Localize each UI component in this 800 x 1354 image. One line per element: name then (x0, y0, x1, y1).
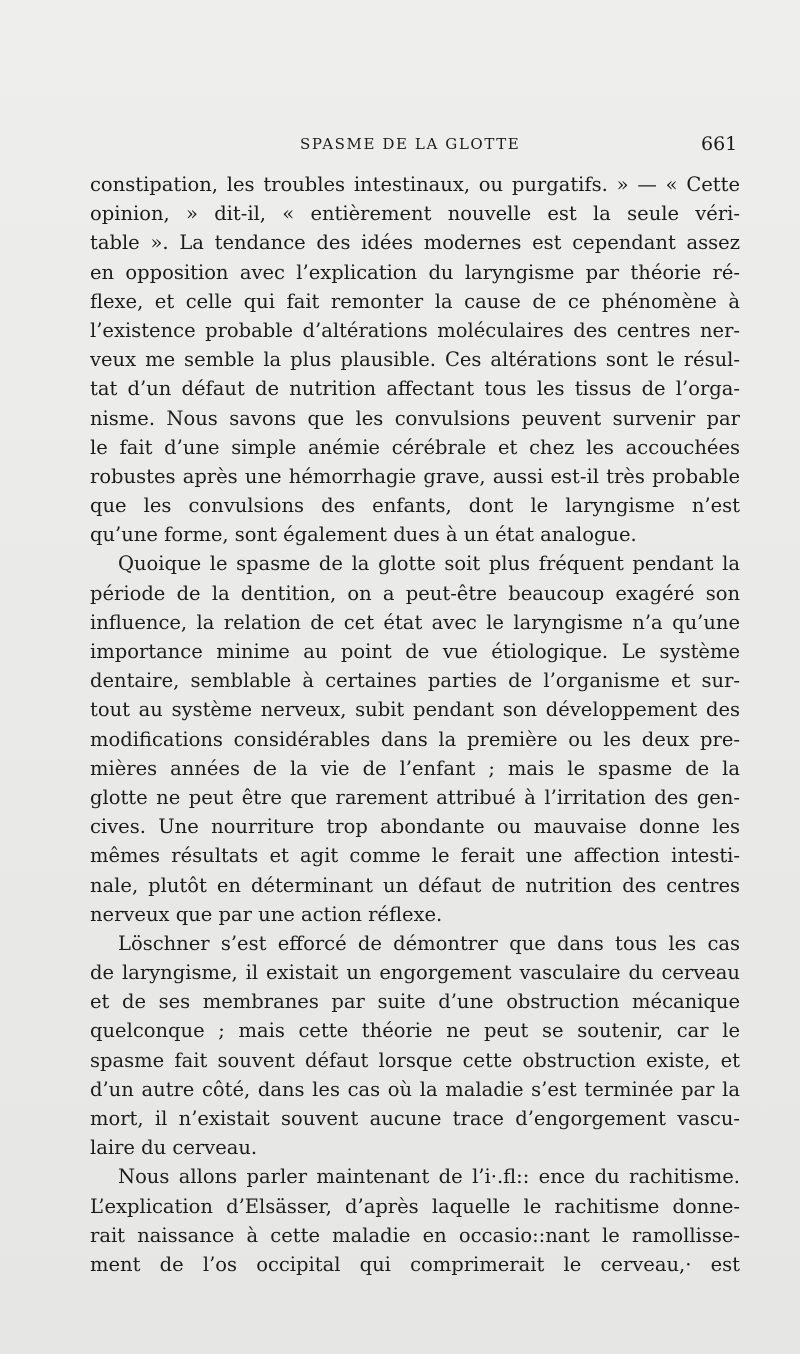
text-line: Quoique le spasme de la glotte soit plus fréquent pendant la (118, 552, 740, 576)
text-line: que les convulsions des enfants, dont le laryngisme n’est (90, 494, 740, 518)
text-line: Nous allons parler maintenant de l’i·.fl:: ence du rachitisme. (118, 1165, 740, 1189)
text-line: opinion, » dit-il, « entièrement nouvelle est la seule véri- (90, 202, 740, 226)
text-line: de laryngisme, il existait un engorgement vasculaire du cerveau (90, 961, 740, 985)
text-line: L’explication d’Elsässer, d’après laquelle le rachitisme donne- (90, 1194, 740, 1218)
text-line: table ». La tendance des idées modernes est cependant assez (90, 231, 740, 255)
body-text (90, 170, 740, 1279)
text-line: cives. Une nourriture trop abondante ou mauvaise donne les (90, 815, 740, 839)
text-line: nisme. Nous savons que les convulsions peuvent survenir par (90, 406, 740, 430)
text-line: période de la dentition, on a peut-être beaucoup exagéré son (90, 581, 740, 605)
text-line: modifications considérables dans la première ou les deux pre- (90, 727, 740, 751)
running-title: SPASME DE LA GLOTTE (300, 135, 521, 153)
text-line: veux me semble la plus plausible. Ces altérations sont le résul- (90, 348, 740, 372)
text-line: mières années de la vie de l’enfant ; mais le spasme de la (90, 756, 740, 780)
text-line: le fait d’une simple anémie cérébrale et chez les accouchées (90, 435, 740, 459)
text-line: et de ses membranes par suite d’une obstruction mécanique (90, 990, 740, 1014)
text-line: ment de l’os occipital qui comprimerait le cerveau,· est (90, 1252, 740, 1276)
text-line: l’existence probable d’altérations moléculaires des centres ner- (90, 318, 740, 342)
text-line: robustes après une hémorrhagie grave, aussi est-il très probable (90, 464, 740, 488)
text-line: tout au système nerveux, subit pendant son développement des (90, 698, 740, 722)
text-line: d’un autre côté, dans les cas où la maladie s’est terminée par la (90, 1077, 740, 1101)
running-header (0, 133, 800, 157)
text-line: Löschner s’est efforcé de démontrer que dans tous les cas (118, 931, 740, 955)
text-line: flexe, et celle qui fait remonter la cause de ce phénomène à (90, 289, 740, 313)
text-line: nerveux que par une action réflexe. (90, 902, 443, 926)
page-number: 661 (701, 133, 738, 155)
text-line: en opposition avec l’explication du laryngisme par théorie ré- (90, 260, 740, 284)
text-line: rait naissance à cette maladie en occasio::nant le ramollisse- (90, 1223, 740, 1247)
text-line: mort, il n’existait souvent aucune trace d’engorgement vascu- (90, 1107, 740, 1130)
text-line: dentaire, semblable à certaines parties de l’organisme et sur- (90, 669, 740, 693)
text-line: spasme fait souvent défaut lorsque cette obstruction existe, et (90, 1048, 740, 1072)
text-line: glotte ne peut être que rarement attribué à l’irritation des gen- (90, 785, 740, 809)
text-line: influence, la relation de cet état avec le laryngisme n’a qu’une (90, 610, 740, 634)
text-line: importance minime au point de vue étiologique. Le système (90, 640, 740, 663)
text-line: quelconque ; mais cette théorie ne peut se soutenir, car le (90, 1019, 740, 1043)
text-line: nale, plutôt en déterminant un défaut de nutrition des centres (90, 873, 740, 897)
text-line: qu’une forme, sont également dues à un état analogue. (90, 523, 637, 547)
text-line: laire du cerveau. (90, 1136, 258, 1160)
text-line: constipation, les troubles intestinaux, ou purgatifs. » — « Cette (90, 173, 740, 196)
text-line: tat d’un défaut de nutrition affectant tous les tissus de l’orga- (90, 377, 740, 401)
text-line: mêmes résultats et agit comme le ferait une affection intesti- (90, 844, 740, 868)
